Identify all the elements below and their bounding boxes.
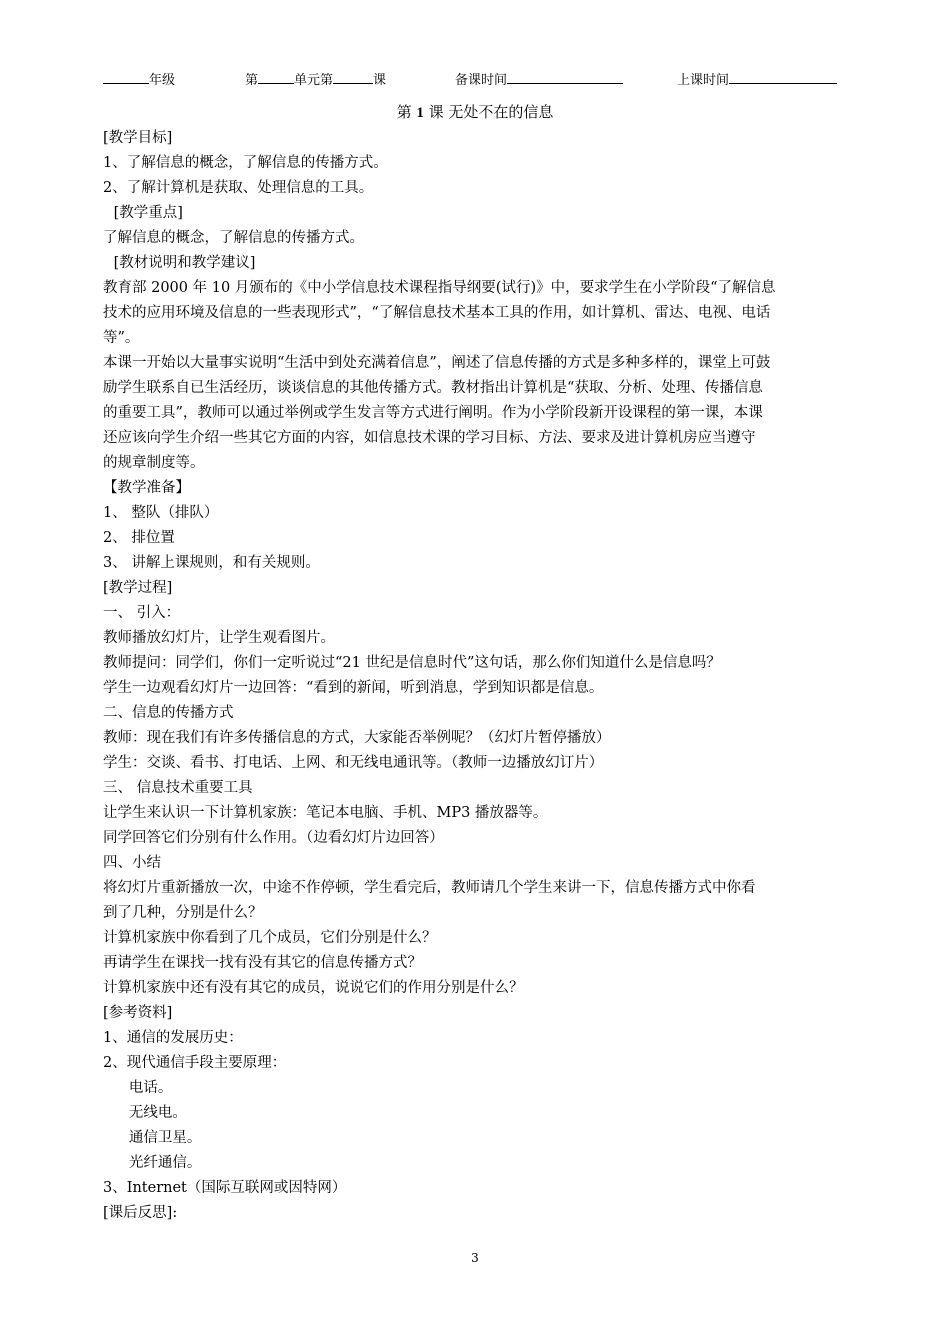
class-time-blank[interactable] <box>729 70 837 84</box>
section-heading-preparation: 【教学准备】 <box>103 480 190 496</box>
lesson-suffix: 课 <box>373 73 387 88</box>
objective-item: 2、了解计算机是获取、处理信息的工具。 <box>103 180 374 196</box>
unit-prefix: 第 <box>245 73 259 88</box>
reference-subitem: 无线电。 <box>115 1105 187 1121</box>
grade-blank[interactable] <box>103 70 149 84</box>
process-line: 再请学生在课找一找有没有其它的信息传播方式？ <box>103 955 422 971</box>
process-line: 学生：交谈、看书、打电话、上网、和无线电通讯等。（教师一边播放幻订片） <box>103 755 604 771</box>
process-line: 到了几种，分别是什么？ <box>103 905 263 921</box>
unit-blank[interactable] <box>258 70 294 84</box>
objective-item: 1、了解信息的概念，了解信息的传播方式。 <box>103 155 388 171</box>
paragraph-line: 励学生联系自已生活经历，谈谈信息的其他传播方式。教材指出计算机是“获取、分析、处理、传播信息 <box>103 380 763 396</box>
paragraph-line: 还应该向学生介绍一些其它方面的内容，如信息技术课的学习目标、方法、要求及进计算机房应当遵守 <box>103 430 756 446</box>
section-heading-objectives: [教学目标] <box>103 130 173 146</box>
section-heading-reflection: [课后反思]: <box>103 1205 178 1221</box>
key-point-text: 了解信息的概念，了解信息的传播方式。 <box>103 230 364 246</box>
process-line: 计算机家族中你看到了几个成员，它们分别是什么？ <box>103 930 437 946</box>
prep-time-label: 备课时间 <box>455 73 508 88</box>
class-time-label: 上课时间 <box>677 73 730 88</box>
section-heading-key-points: [教学重点] <box>109 205 183 221</box>
section-heading-material-notes: [教材说明和教学建议] <box>109 255 256 271</box>
unit-mid: 单元第 <box>294 73 334 88</box>
title-number: 1 <box>416 105 424 121</box>
process-step-heading: 二、信息的传播方式 <box>103 705 234 721</box>
process-line: 教师：现在我们有许多传播信息的方式，大家能否举例呢？（幻灯片暂停播放） <box>103 730 611 746</box>
paragraph-line: 技术的应用环境及信息的一些表现形式”，“了解信息技术基本工具的作用，如计算机、雷达、电视、电话 <box>103 305 771 321</box>
section-heading-references: [参考资料] <box>103 1005 173 1021</box>
process-line: 将幻灯片重新播放一次，中途不作停顿，学生看完后，教师请几个学生来讲一下，信息传播方式中你看 <box>103 880 756 896</box>
paragraph-line: 教育部 2000 年 10 月颁布的《中小学信息技术课程指导纲要(试行)》中，要求学生在小学阶段“了解信息 <box>103 280 776 296</box>
reference-subitem: 电话。 <box>115 1080 173 1096</box>
page-number: 3 <box>471 1251 479 1265</box>
process-line: 计算机家族中还有没有其它的成员，说说它们的作用分别是什么？ <box>103 980 524 996</box>
paragraph-line: 等”。 <box>103 330 140 346</box>
grade-field <box>103 70 175 91</box>
page-title <box>0 100 950 125</box>
process-line: 同学回答它们分别有什么作用。（边看幻灯片边回答） <box>103 830 444 846</box>
prep-time-blank[interactable] <box>507 70 623 84</box>
lesson-body <box>103 126 863 1226</box>
preparation-item: 1、 整队（排队） <box>103 505 219 521</box>
preparation-item: 3、 讲解上课规则，和有关规则。 <box>103 555 320 571</box>
title-prefix: 第 <box>396 103 412 121</box>
reference-subitem: 光纤通信。 <box>115 1155 202 1171</box>
reference-subitem: 通信卫星。 <box>115 1130 202 1146</box>
process-line: 学生一边观看幻灯片一边回答：“看到的新闻，听到消息，学到知识都是信息。 <box>103 680 604 696</box>
unit-lesson-field <box>245 70 386 91</box>
prep-time-field <box>455 70 623 91</box>
process-step-heading: 三、 信息技术重要工具 <box>103 780 253 796</box>
process-step-heading: 四、小结 <box>103 855 161 871</box>
paragraph-line: 的规章制度等。 <box>103 455 205 471</box>
process-step-heading: 一、 引入： <box>103 605 181 621</box>
reference-item: 2、现代通信手段主要原理： <box>103 1055 287 1071</box>
lesson-header <box>103 70 843 90</box>
process-line: 教师播放幻灯片，让学生观看图片。 <box>103 630 335 646</box>
paragraph-line: 本课一开始以大量事实说明“生活中到处充满着信息”，阐述了信息传播的方式是多种多样的，课堂上可鼓 <box>103 355 771 371</box>
process-line: 让学生来认识一下计算机家族：笔记本电脑、手机、MP3 播放器等。 <box>103 805 548 821</box>
title-text: 课 无处不在的信息 <box>428 103 554 121</box>
grade-label: 年级 <box>149 73 176 88</box>
section-heading-process: [教学过程] <box>103 580 173 596</box>
preparation-item: 2、 排位置 <box>103 530 175 546</box>
process-line: 教师提问：同学们，你们一定听说过“21 世纪是信息时代”这句话，那么你们知道什么是信息吗？ <box>103 655 721 671</box>
paragraph-line: 的重要工具”，教师可以通过举例或学生发言等方式进行阐明。作为小学阶段新开设课程的第一课，本课 <box>103 405 763 421</box>
reference-item: 3、Internet（国际互联网或因特网） <box>103 1180 347 1196</box>
class-time-field <box>677 70 837 91</box>
reference-item: 1、通信的发展历史： <box>103 1030 243 1046</box>
lesson-blank[interactable] <box>333 70 373 84</box>
